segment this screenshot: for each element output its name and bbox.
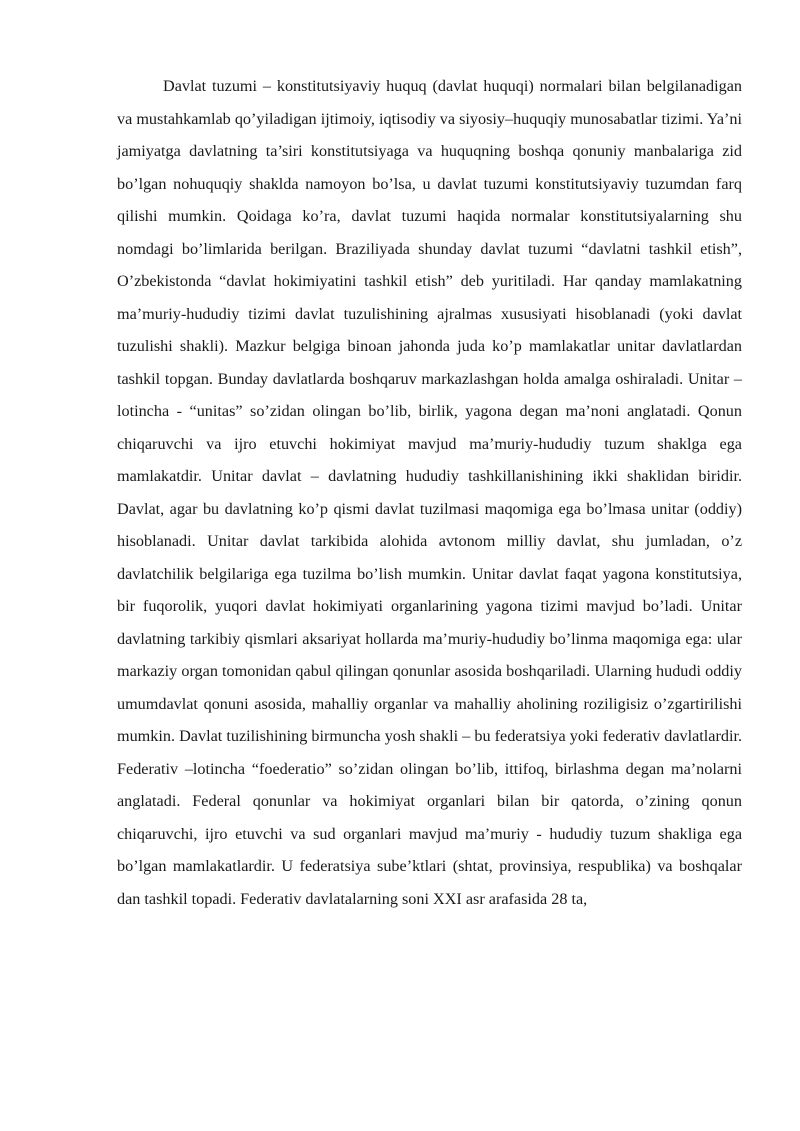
body-paragraph: Davlat tuzumi – konstitutsiyaviy huquq (davlat huquqi) normalari bilan belgilanadigan va mustahkamlab qo’yiladigan ijtimoiy, iqtisodiy va siyosiy–huquqiy munosabatlar tizimi. Ya’ni jamiyatga davlatning ta’siri konstitutsiyaga va huquqning boshqa qonuniy manbalariga zid bo’lgan nohuquqiy shaklda namoyon bo’lsa, u davlat tuzumi konstitutsiyaviy tuzumdan farq qilishi mumkin. Qoidaga ko’ra, davlat tuzumi haqida normalar konstitutsiyalarning shu nomdagi bo’limlarida berilgan. Braziliyada shunday davlat tuzumi “davlatni tashkil etish”, O’zbekistonda “davlat hokimiyatini tashkil etish” deb yuritiladi. Har qanday mamlakatning ma’muriy-hududiy tizimi davlat tuzulishining ajralmas xususiyati hisoblanadi (yoki davlat tuzulishi shakli). Mazkur belgiga binoan jahonda juda ko’p mamlakatlar unitar davlatlardan tashkil topgan. Bunday davlatlarda boshqaruv markazlashgan holda amalga oshiraladi. Unitar – lotincha - “unitas” so’zidan olingan bo’lib, birlik, yagona degan ma’noni anglatadi. Qonun chiqaruvchi va ijro etuvchi hokimiyat mavjud ma’muriy-hududiy tuzum shaklga ega mamlakatdir. Unitar davlat – davlatning hududiy tashkillanishining ikki shaklidan biridir. Davlat, agar bu davlatning ko’p qismi davlat tuzilmasi maqomiga ega bo’lmasa unitar (oddiy) hisoblanadi. Unitar davlat tarkibida alohida avtonom milliy davlat, shu jumladan, o’z davlatchilik belgilariga ega tuzilma bo’lish mumkin. Unitar davlat faqat yagona konstitutsiya, bir fuqorolik, yuqori davlat hokimiyati organlarining yagona tizimi mavjud bo’ladi. Unitar davlatning tarkibiy qismlari aksariyat hollarda ma’muriy-hududiy bo’linma maqomiga ega: ular markaziy organ tomonidan qabul qilingan qonunlar asosida boshqariladi. Ularning hududi oddiy umumdavlat qonuni asosida, mahalliy organlar va mahalliy aholining roziligisiz o’zgartirilishi mumkin. Davlat tuzilishining birmuncha yosh shakli – bu federatsiya yoki federativ davlatlardir. Federativ –lotincha “foederatio” so’zidan olingan bo’lib, ittifoq, birlashma degan ma’nolarni anglatadi. Federal qonunlar va hokimiyat organlari bilan bir qatorda, o’zining qonun chiqaruvchi, ijro etuvchi va sud organlari mavjud ma’muriy - hududiy tuzum shakliga ega bo’lgan mamlakatlardir. U federatsiya sube’ktlari (shtat, provinsiya, respublika) va boshqalar dan tashkil topadi. Federativ davlatalarning soni XXI asr arafasida 28 ta, — [117, 77, 742, 908]
